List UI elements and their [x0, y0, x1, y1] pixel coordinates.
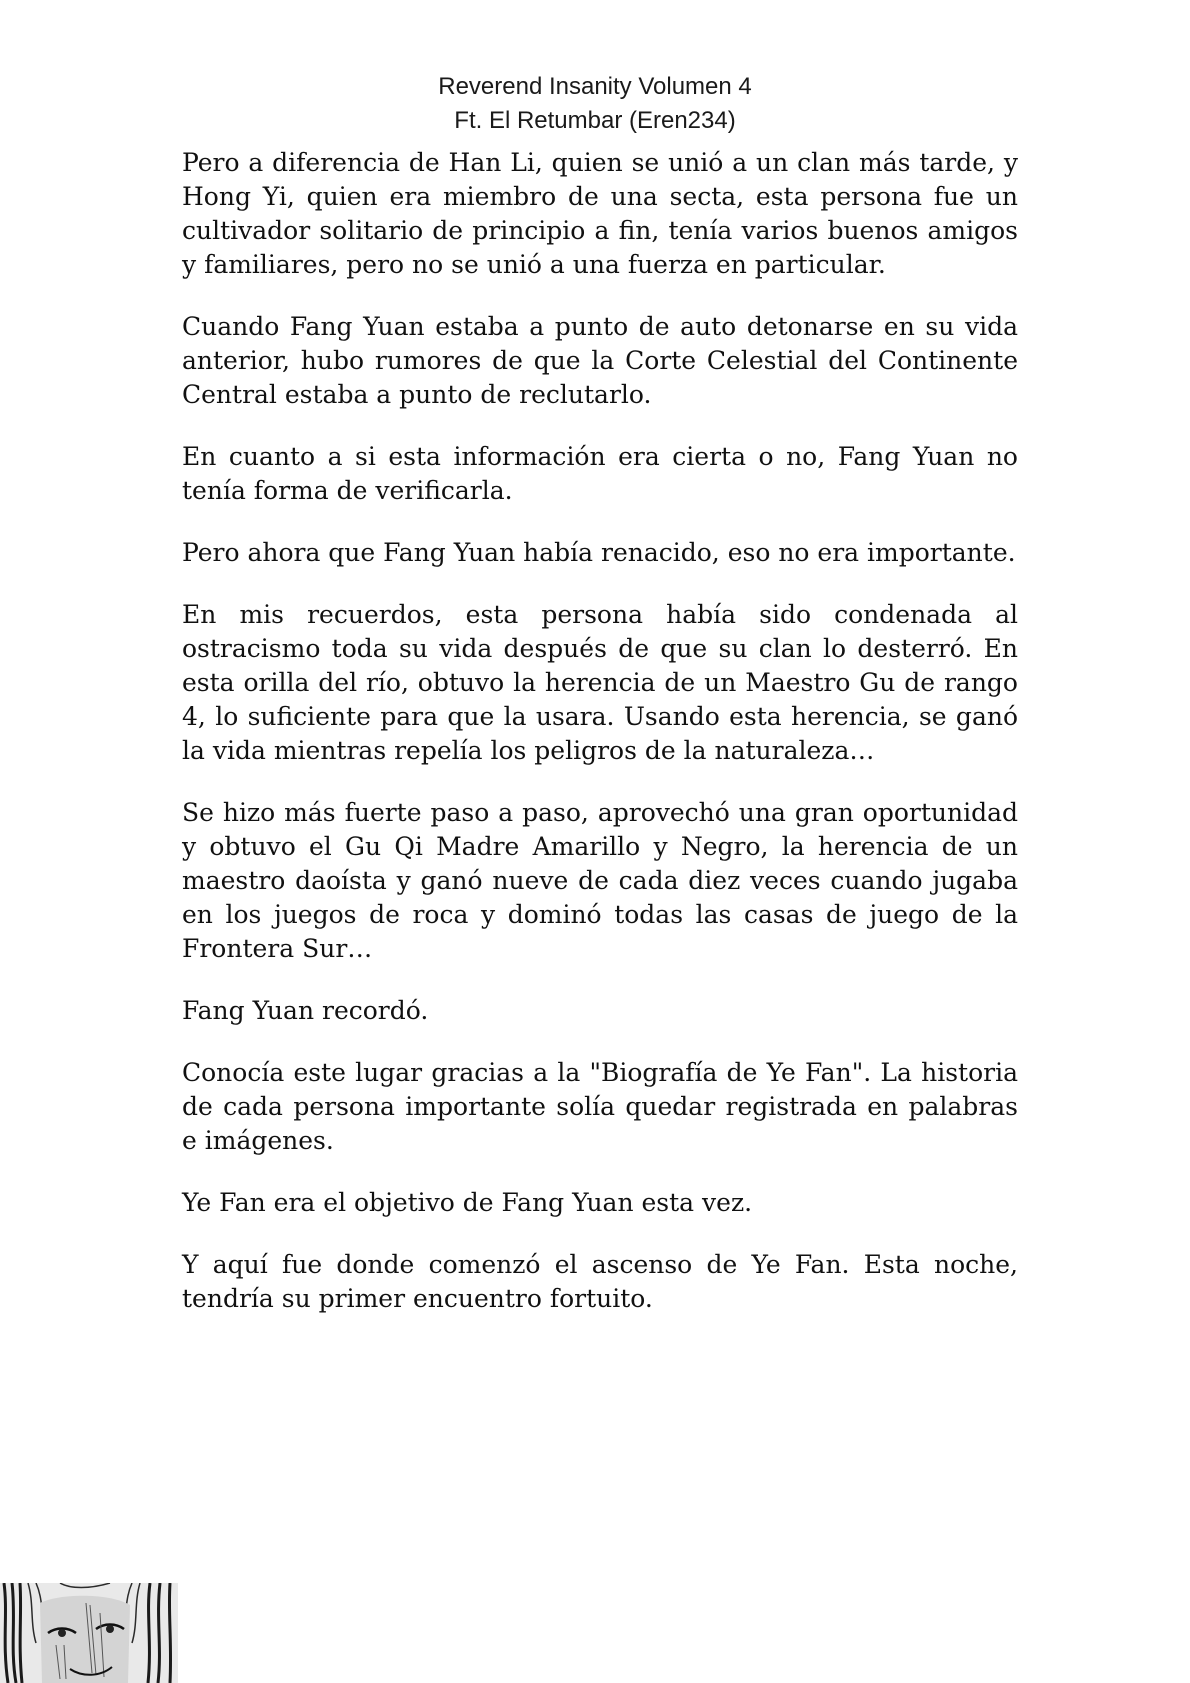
paragraph: En cuanto a si esta información era cierta o no, Fang Yuan no tenía forma de verificarla.	[182, 442, 1018, 505]
paragraph: Fang Yuan recordó.	[182, 996, 429, 1025]
paragraph: Pero ahora que Fang Yuan había renacido, eso no era importante.	[182, 538, 1016, 567]
header-title: Reverend Insanity Volumen 4	[438, 73, 752, 100]
paragraph: Pero a diferencia de Han Li, quien se unió a un clan más tarde, y Hong Yi, quien era miembro de una secta, esta persona fue un cultivador solitario de principio a fin, tenía varios buenos amigos y familiares, pero no se unió a una fuerza en particular.	[182, 148, 1018, 279]
paragraph: Y aquí fue donde comenzó el ascenso de Ye Fan. Esta noche, tendría su primer encuentro fortuito.	[182, 1250, 1018, 1313]
chapter-body	[182, 146, 1018, 1344]
header-credit: Ft. El Retumbar (Eren234)	[454, 107, 736, 134]
page-header	[0, 70, 1190, 138]
paragraph: En mis recuerdos, esta persona había sido condenada al ostracismo toda su vida después de que su clan lo desterró. En esta orilla del río, obtuvo la herencia de un Maestro Gu de rango 4, lo suficiente para que la usara. Usando esta herencia, se ganó la vida mientras repelía los peligros de la naturaleza…	[182, 600, 1018, 765]
paragraph: Cuando Fang Yuan estaba a punto de auto detonarse en su vida anterior, hubo rumores de que la Corte Celestial del Continente Central estaba a punto de reclutarlo.	[182, 312, 1018, 409]
paragraph: Conocía este lugar gracias a la "Biografía de Ye Fan". La historia de cada persona importante solía quedar registrada en palabras e imágenes.	[182, 1058, 1018, 1155]
paragraph: Se hizo más fuerte paso a paso, aprovechó una gran oportunidad y obtuvo el Gu Qi Madre Amarillo y Negro, la herencia de un maestro daoísta y ganó nueve de cada diez veces cuando jugaba en los juegos de roca y dominó todas las casas de juego de la Frontera Sur…	[182, 798, 1018, 963]
character-portrait-image	[0, 1583, 178, 1683]
paragraph: Ye Fan era el objetivo de Fang Yuan esta vez.	[182, 1188, 753, 1217]
